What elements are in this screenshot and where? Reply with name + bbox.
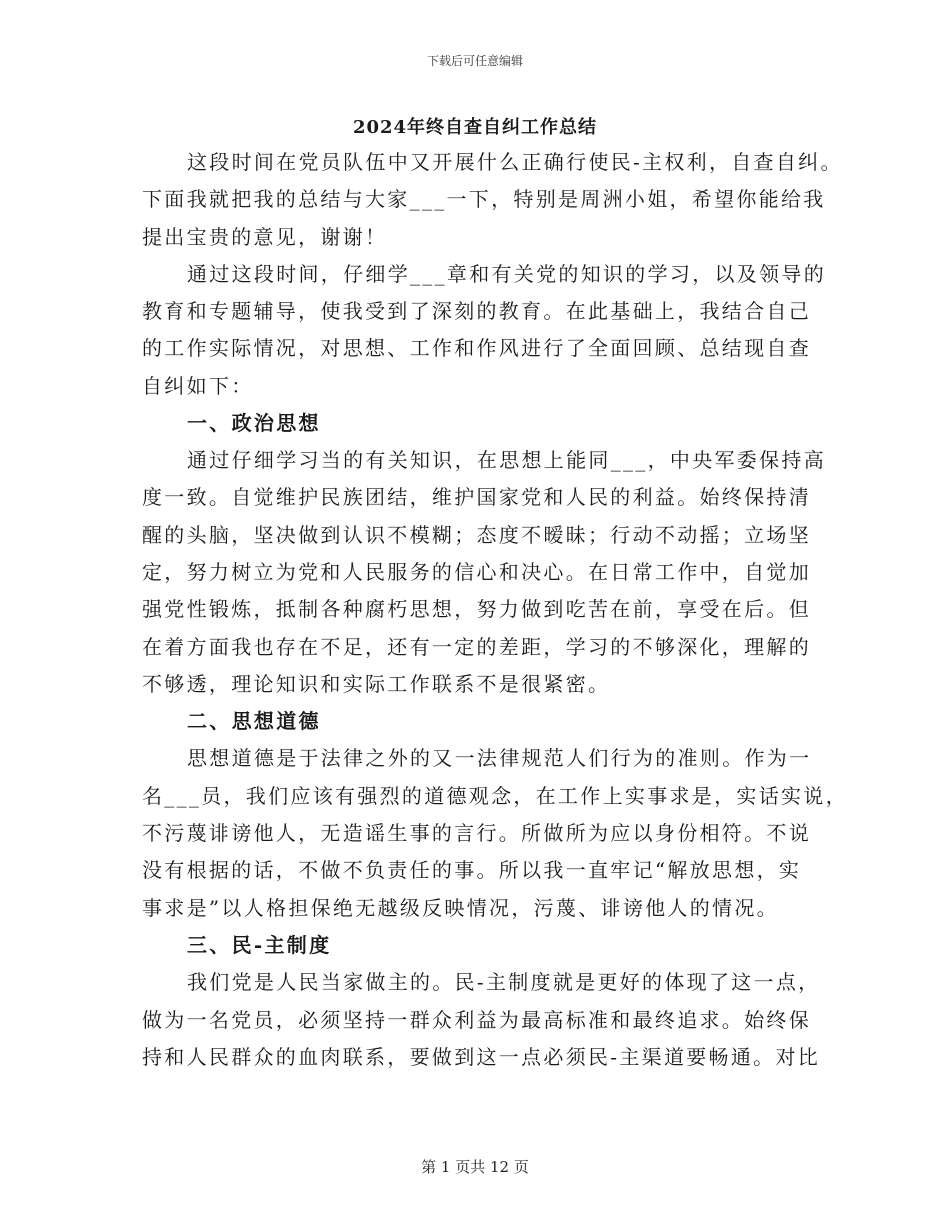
paragraph-line: 定，努力树立为党和人民服务的信心和决心。在日常工作中，自觉加 [142, 560, 811, 584]
paragraph-line: 我们党是人民当家做主的。民-主制度就是更好的体现了这一点， [187, 970, 821, 994]
paragraph-line: 通过这段时间，仔细学___章和有关党的知识的学习，以及领导的 [187, 262, 826, 286]
paragraph-line: 没有根据的话，不做不负责任的事。所以我一直牢记“解放思想，实 [142, 858, 802, 882]
paragraph-line: 醒的头脑，坚决做到认识不模糊；态度不暧昧；行动不动摇；立场坚 [142, 523, 811, 547]
paragraph-line: 持和人民群众的血肉联系，要做到这一点必须民-主渠道要畅通。对比 [142, 1045, 821, 1069]
paragraph-line: 思想道德是于法律之外的又一法律规范人们行为的准则。作为一 [187, 746, 812, 770]
paragraph-line: 通过仔细学习当的有关知识，在思想上能同___，中央军委保持高 [187, 448, 826, 472]
paragraph-line: 下面我就把我的总结与大家___一下，特别是周洲小姐，希望你能给我 [142, 187, 826, 211]
paragraph-line: 自纠如下： [142, 374, 254, 398]
section-heading: 一、政治思想 [187, 411, 321, 435]
paragraph-line: 的工作实际情况，对思想、工作和作风进行了全面回顾、总结现自查 [142, 336, 811, 360]
paragraph-line: 度一致。自觉维护民族团结，维护国家党和人民的利益。始终保持清 [142, 485, 811, 509]
paragraph-line: 教育和专题辅导，使我受到了深刻的教育。在此基础上，我结合自己 [142, 299, 811, 323]
paragraph-line: 做为一名党员，必须坚持一群众利益为最高标准和最终追求。始终保 [142, 1008, 811, 1032]
page-number: 第 1 页共 12 页 [421, 1158, 529, 1176]
section-heading: 三、民-主制度 [187, 933, 332, 957]
document-title: 2024年终自查自纠工作总结 [352, 117, 598, 138]
paragraph-line: 不够透，理论知识和实际工作联系不是很紧密。 [142, 672, 611, 696]
paragraph-line: 名___员，我们应该有强烈的道德观念，在工作上实事求是，实话实说， [142, 784, 848, 808]
page-header: 下载后可任意编辑 [426, 54, 523, 68]
paragraph-line: 这段时间在党员队伍中又开展什么正确行使民-主权利，自查自纠。 [187, 150, 843, 174]
paragraph-line: 事求是”以人格担保绝无越级反映情况，污蔑、诽谤他人的情况。 [142, 896, 779, 920]
section-heading: 二、思想道德 [187, 709, 321, 733]
paragraph-line: 强党性锻炼，抵制各种腐朽思想，努力做到吃苦在前，享受在后。但 [142, 597, 811, 621]
paragraph-line: 在着方面我也存在不足，还有一定的差距，学习的不够深化，理解的 [142, 635, 811, 659]
paragraph-line: 不污蔑诽谤他人，无造谣生事的言行。所做所为应以身份相符。不说 [142, 821, 811, 845]
paragraph-line: 提出宝贵的意见，谢谢！ [142, 225, 388, 249]
